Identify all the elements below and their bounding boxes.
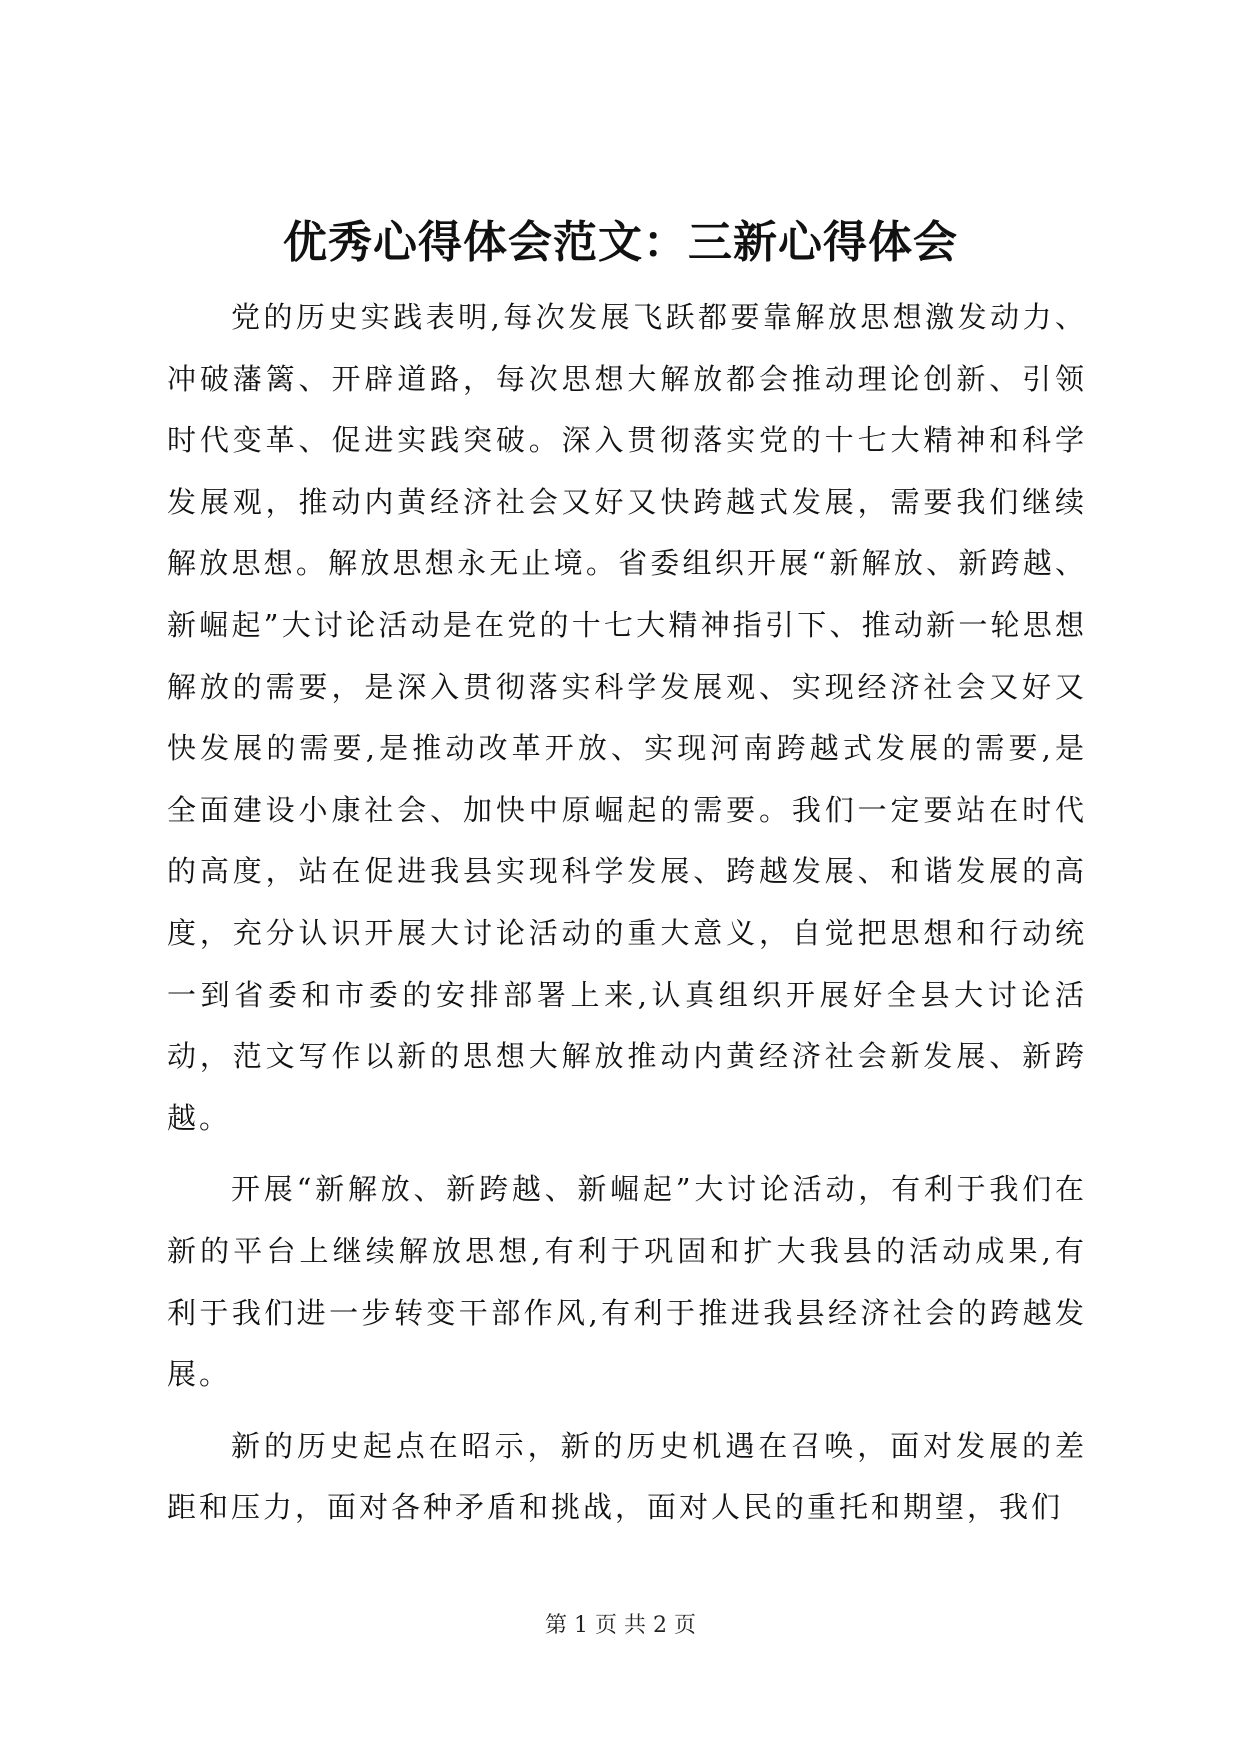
document-body xyxy=(167,287,1087,1549)
paragraph-1: 党的历史实践表明,每次发展飞跃都要靠解放思想激发动力、冲破藩篱、开辟道路，每次思想大解放都会推动理论创新、引领时代变革、促进实践突破。深入贯彻落实党的十七大精神和科学发展观，推动内黄经济社会又好又快跨越式发展，需要我们继续解放思想。解放思想永无止境。省委组织开展“新解放、新跨越、新崛起”大讨论活动是在党的十七大精神指引下、推动新一轮思想解放的需要，是深入贯彻落实科学发展观、实现经济社会又好又快发展的需要,是推动改革开放、实现河南跨越式发展的需要,是全面建设小康社会、加快中原崛起的需要。我们一定要站在时代的高度，站在促进我县实现科学发展、跨越发展、和谐发展的高度，充分认识开展大讨论活动的重大意义，自觉把思想和行动统一到省委和市委的安排部署上来,认真组织开展好全县大讨论活动，范文写作以新的思想大解放推动内黄经济社会新发展、新跨越。 xyxy=(167,300,1087,1135)
document-title: 优秀心得体会范文：三新心得体会 xyxy=(283,217,958,268)
paragraph-2: 开展“新解放、新跨越、新崛起”大讨论活动，有利于我们在新的平台上继续解放思想,有利于巩固和扩大我县的活动成果,有利于我们进一步转变干部作风,有利于推进我县经济社会的跨越发展。 xyxy=(167,1172,1087,1392)
page-number-label: 第 1 页 共 2 页 xyxy=(545,1613,696,1638)
paragraph-3: 新的历史起点在昭示，新的历史机遇在召唤，面对发展的差距和压力，面对各种矛盾和挑战，面对人民的重托和期望，我们 xyxy=(167,1428,1087,1525)
page-footer xyxy=(0,1611,1241,1641)
